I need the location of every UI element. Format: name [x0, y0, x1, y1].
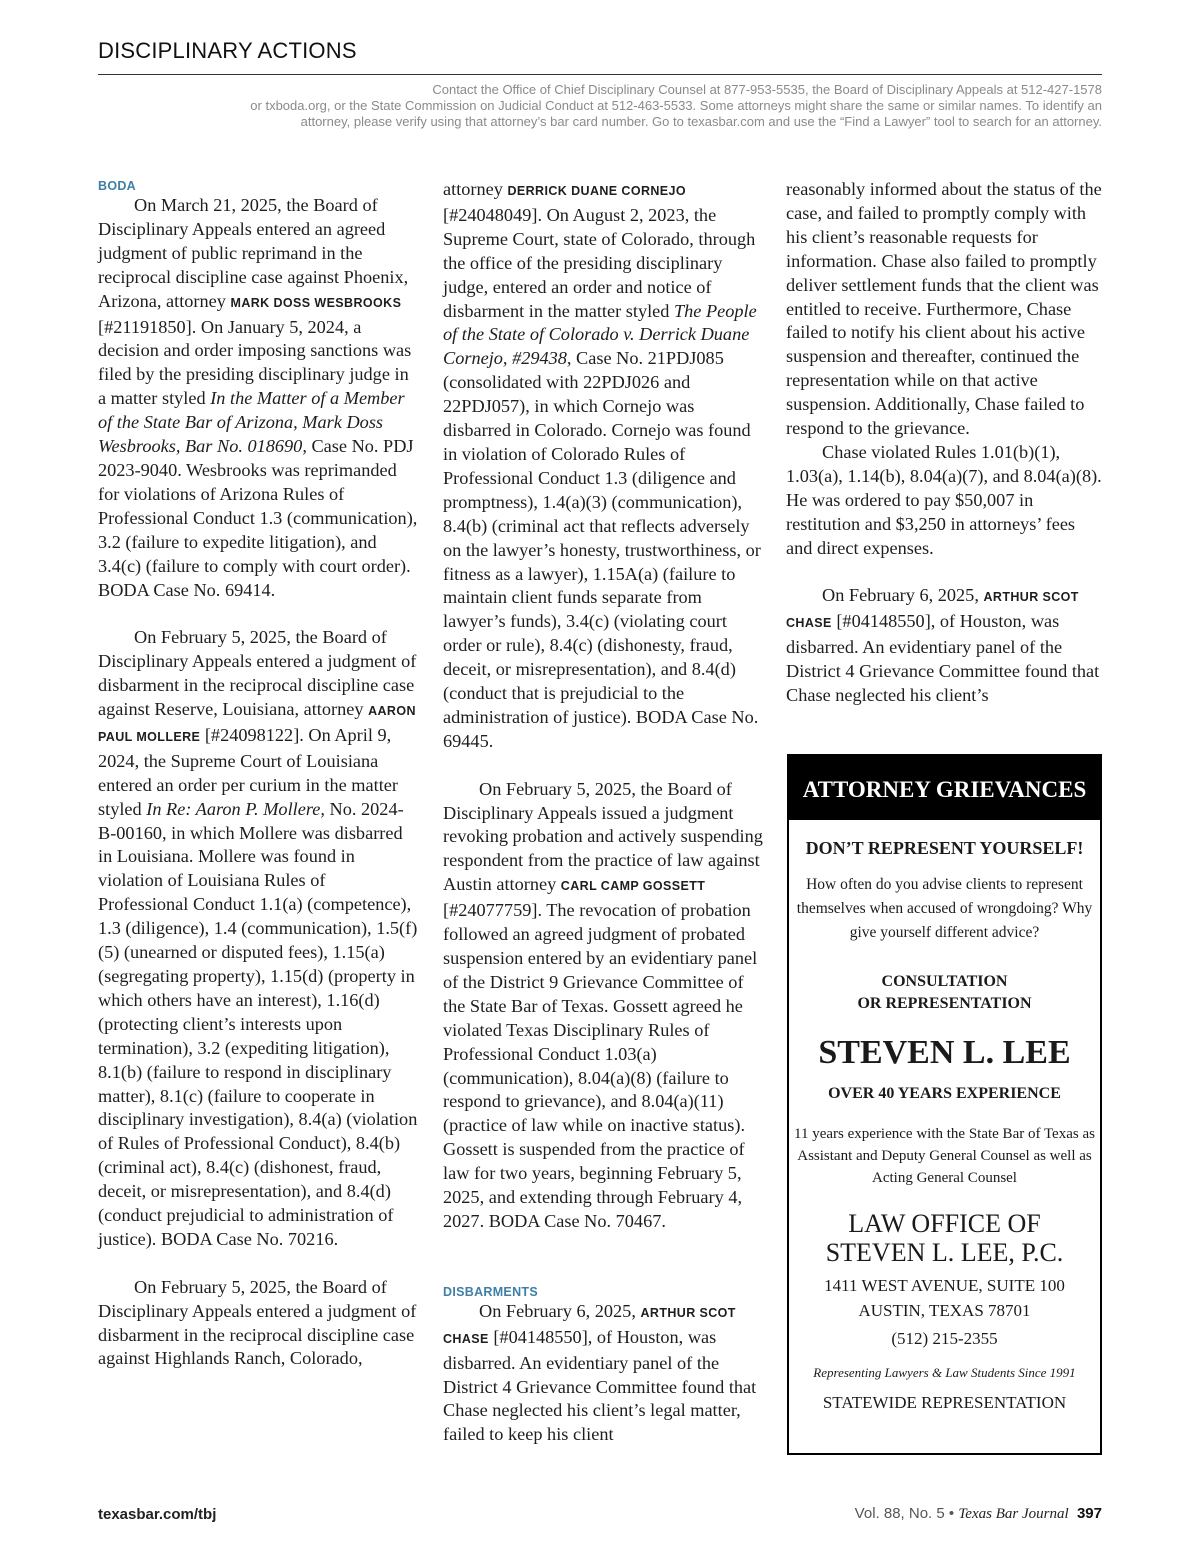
entry-chase: On February 6, 2025, ARTHUR SCOT CHASE [#04148550], of Houston, was disbarred. An evidentiary panel of the District 4 Grievance Committee found that Chase neglected his client’s legal matter, failed to keep his client	[443, 1300, 757, 1445]
entry-cornejo-continued: attorney DERRICK DUANE CORNEJO [#24048049]. On August 2, 2023, the Supreme Court, state of Colorado, through the office of the presiding disciplinary judge, entered an order and notice of disbarment in the matter styled The People of the State of Colorado v. Derrick Duane Cornejo, #29438, Case No. 21PDJ085 (consolidated with 22PDJ026 and 22PDJ057), in which Cornejo was disbarred in Colorado. Cornejo was found in violation of Colorado Rules of Professional Conduct 1.3 (diligence and promptness), 1.4(a)(3) (communication), 8.4(b) (criminal act that reflects adversely on the lawyer’s honesty, trustworthiness, or fitness as a lawyer), 1.15A(a) (failure to maintain client funds separate from lawyer’s funds), 3.4(c) (violating court order or rule), 8.4(c) (dishonesty, fraud, deceit, or misrepresentation), and 8.4(d) (conduct that is prejudicial to the administration of justice). BODA Case No. 69445.	[443, 179, 761, 751]
ad-coverage: STATEWIDE REPRESENTATION	[822, 1393, 1067, 1412]
contact-line: Contact the Office of Chief Disciplinary Counsel at 877-953-5535, the Board of Disciplinary Appeals at 512-427-1578	[432, 82, 1102, 97]
column-right	[786, 178, 1104, 708]
contact-line: or txboda.org, or the State Commission on Judicial Conduct at 512-463-5533. Some attorneys might share the same or similar names. To identify an	[250, 98, 1102, 113]
ad-phone: (512) 215-2355	[891, 1329, 998, 1348]
ad-experience: OVER 40 YEARS EXPERIENCE	[828, 1085, 1061, 1102]
attorney-name: ARTHUR SCOT CHASE	[443, 1305, 736, 1346]
entry-gossett: On February 5, 2025, the Board of Disciplinary Appeals issued a judgment revoking probation and actively suspending respondent from the practice of law against Austin attorney CARL CAMP GOSSETT [#24077759]. The revocation of probation followed an agreed judgment of probated suspension entered by an evidentiary panel of the District 9 Grievance Committee of the State Bar of Texas. Gossett agreed he violated Texas Disciplinary Rules of Professional Conduct 1.03(a) (communication), 8.04(a)(8) (failure to respond to grievance), and 8.04(a)(11) (practice of law while on inactive status). Gossett is suspended from the practice of law for two years, beginning February 5, 2025, and extending through February 4, 2027. BODA Case No. 70467.	[443, 778, 763, 1231]
entry-wesbrooks: On March 21, 2025, the Board of Disciplinary Appeals entered an agreed judgment of public reprimand in the reciprocal discipline case against Phoenix, Arizona, attorney MARK DOSS WESBROOKS [#21191850]. On January 5, 2024, a decision and order imposing sanctions was filed by the presiding disciplinary judge in a matter styled In the Matter of a Member of the State Bar of Arizona, Mark Doss Wesbrooks, Bar No. 018690, Case No. PDJ 2023-9040. Wesbrooks was reprimanded for violations of Arizona Rules of Professional Conduct 1.3 (communication), 3.2 (failure to expedite litigation), and 3.4(c) (failure to comply with court order). BODA Case No. 69414.	[98, 195, 418, 600]
advertisement-box	[787, 754, 1102, 1455]
ad-title: ATTORNEY GRIEVANCES	[789, 756, 1100, 820]
ad-address: 1411 WEST AVENUE, SUITE 100 AUSTIN, TEXAS 78701	[824, 1276, 1065, 1320]
contact-notice	[98, 82, 1102, 130]
ad-bio: 11 years experience with the State Bar of Texas as Assistant and Deputy General Counsel as well as Acting General Counsel	[794, 1126, 1095, 1186]
case-style: In Re: Aaron P. Mollere,	[146, 798, 325, 819]
attorney-name: ARTHUR SCOT CHASE	[786, 590, 1079, 631]
ad-headline: DON’T REPRESENT YOURSELF!	[805, 838, 1084, 858]
ad-tagline: Representing Lawyers & Law Students Since 1991	[813, 1365, 1076, 1380]
entry-cornejo-start: On February 5, 2025, the Board of Disciplinary Appeals entered a judgment of disbarment in the reciprocal discipline case against Highlands Ranch, Colorado,	[98, 1276, 417, 1369]
bullet: •	[948, 1505, 955, 1522]
attorney-name: CARL CAMP GOSSETT	[560, 879, 706, 894]
case-style: The People of the State of Colorado v. Derrick Duane Cornejo, #29438,	[443, 300, 757, 369]
column-left	[98, 178, 420, 1371]
ad-service: CONSULTATION OR REPRESENTATION	[857, 973, 1032, 1012]
attorney-name: DERRICK DUANE CORNEJO	[507, 184, 687, 198]
attorney-name: MARK DOSS WESBROOKS	[230, 295, 402, 310]
entry-chase-continued: reasonably informed about the status of the case, and failed to promptly comply with his client’s reasonable requests for information. Chase also failed to promptly deliver settlement funds that the client was entitled to receive. Furthermore, Chase failed to notify his client about his active suspension and thereafter, continued the representation while on that active suspension. Additionally, Chase failed to respond to the grievance.	[786, 179, 1102, 439]
footer-issue	[855, 1505, 1102, 1523]
contact-line: attorney, please verify using that attorney’s bar card number. Go to texasbar.com and use the “Find a Lawyer” tool to search for an attorney.	[300, 114, 1102, 129]
attorney-name: AARON PAUL MOLLERE	[98, 704, 416, 744]
case-style: In the Matter of a Member of the State Bar of Arizona, Mark Doss Wesbrooks, Bar No. 018690,	[98, 388, 405, 457]
footer-url: texasbar.com/tbj	[98, 1506, 217, 1523]
section-heading-disbarments: DISBARMENTS	[443, 1284, 538, 1299]
entry-chase-rules: Chase violated Rules 1.01(b)(1), 1.03(a), 1.14(b), 8.04(a)(7), and 8.04(a)(8). He was ordered to pay $50,007 in restitution and $3,250 in attorneys’ fees and direct expenses.	[786, 441, 1102, 558]
section-heading-boda: BODA	[98, 179, 137, 193]
ad-attorney-name: STEVEN L. LEE	[818, 1034, 1071, 1071]
journal-name: Texas Bar Journal	[958, 1506, 1069, 1522]
ad-firm-name: LAW OFFICE OF STEVEN L. LEE, P.C.	[825, 1209, 1064, 1267]
entry-chase-repeat: On February 6, 2025, ARTHUR SCOT CHASE [#04148550], of Houston, was disbarred. An evidentiary panel of the District 4 Grievance Committee found that Chase neglected his client’s	[786, 585, 1100, 706]
section-title: DISCIPLINARY ACTIONS	[98, 38, 357, 63]
ad-question: How often do you advise clients to represent themselves when accused of wrongdoing? Why give yourself different advice?	[796, 876, 1093, 941]
column-middle	[443, 178, 765, 1447]
issue-number: Vol. 88, No. 5	[854, 1505, 945, 1522]
entry-mollere: On February 5, 2025, the Board of Disciplinary Appeals entered a judgment of disbarment in the reciprocal discipline case against Reserve, Louisiana, attorney AARON PAUL MOLLERE [#24098122]. On April 9, 2024, the Supreme Court of Louisiana entered an order per curium in the matter styled In Re: Aaron P. Mollere, No. 2024-B-00160, in which Mollere was disbarred in Louisiana. Mollere was found in violation of Louisiana Rules of Professional Conduct 1.1(a) (competence), 1.3 (diligence), 1.4 (communication), 1.5(f)(5) (unearned or disputed fees), 1.15(a) (segregating property), 1.15(d) (property in which others have an interest), 1.16(d) (protecting client’s interests upon termination), 3.2 (expediting litigation), 8.1(b) (failure to respond in disciplinary matter), 8.1(c) (failure to cooperate in disciplinary investigation), 8.4(a) (violation of Rules of Professional Conduct), 8.4(b) (criminal act), 8.4(c) (dishonest, fraud, deceit, or misrepresentation), and 8.4(d) (conduct prejudicial to administration of justice). BODA Case No. 70216.	[98, 627, 418, 1249]
page-number: 397	[1076, 1505, 1102, 1522]
header-divider	[98, 74, 1102, 75]
